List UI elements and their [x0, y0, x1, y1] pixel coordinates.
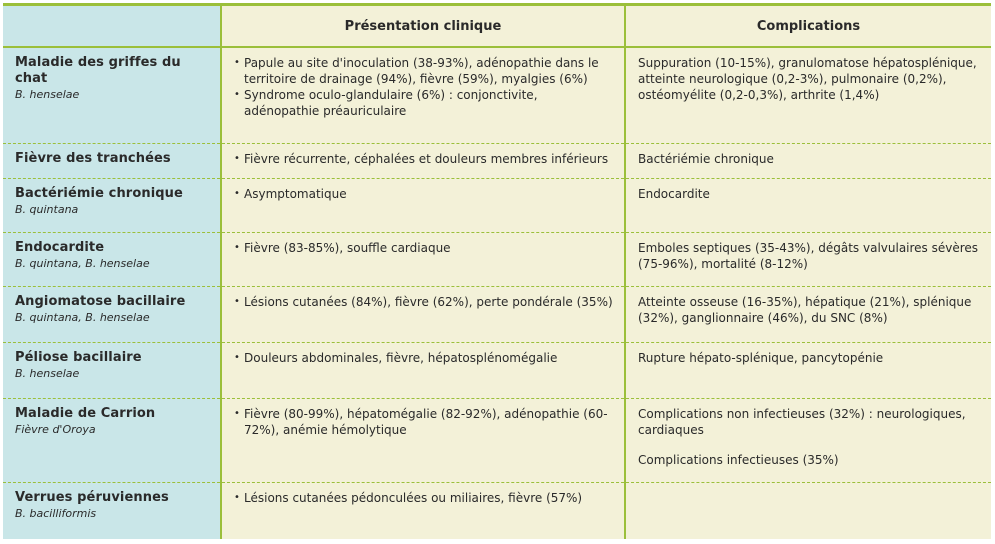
- presentation-item: • Asymptomatique: [234, 186, 614, 202]
- complication-text: Emboles septiques (35-43%), dégâts valvulaires sévères (75-96%), mortalité (8-12%): [638, 240, 979, 271]
- complications-cell: [625, 482, 991, 539]
- bartonella-table: [3, 3, 991, 539]
- complications-cell: [625, 232, 991, 286]
- table-row: [3, 398, 991, 482]
- disease-name: Péliose bacillaire: [15, 349, 142, 365]
- table-row: [3, 342, 991, 398]
- complications-cell: [625, 286, 991, 342]
- table-row: [3, 232, 991, 286]
- presentation-cell: [221, 143, 625, 178]
- presentation-list: [234, 186, 614, 202]
- presentation-list: [234, 55, 614, 119]
- presentation-item: • Fièvre (83-85%), souffle cardiaque: [234, 240, 614, 256]
- disease-cell: [3, 398, 221, 482]
- disease-agent: B. quintana, B. henselae: [15, 310, 150, 324]
- complication-text: Rupture hépato-splénique, pancytopénie: [638, 350, 884, 365]
- presentation-cell: [221, 232, 625, 286]
- table-row: [3, 482, 991, 539]
- disease-cell: [3, 47, 221, 143]
- disease-name: Verrues péruviennes: [15, 489, 169, 505]
- presentation-list: [234, 490, 614, 506]
- table-row: [3, 286, 991, 342]
- presentation-item: • Fièvre récurrente, céphalées et douleurs membres inférieurs: [234, 151, 614, 167]
- complication-text: Atteinte osseuse (16-35%), hépatique (21%), splénique (32%), ganglionnaire (46%), du SNC (8%): [638, 294, 972, 325]
- table-row: [3, 143, 991, 178]
- presentation-cell: [221, 47, 625, 143]
- header-row: [3, 6, 991, 47]
- presentation-list: [234, 240, 614, 256]
- complications-cell: [625, 342, 991, 398]
- presentation-cell: [221, 398, 625, 482]
- disease-name: Bactériémie chronique: [15, 185, 183, 201]
- complications-cell: [625, 398, 991, 482]
- presentation-item: • Douleurs abdominales, fièvre, hépatosplénomégalie: [234, 350, 614, 366]
- table-row: [3, 178, 991, 232]
- disease-agent: B. henselae: [15, 88, 80, 101]
- complications-cell: [625, 47, 991, 143]
- disease-cell: [3, 232, 221, 286]
- disease-agent: Fièvre d'Oroya: [15, 422, 96, 436]
- disease-cell: [3, 178, 221, 232]
- presentation-cell: [221, 286, 625, 342]
- disease-agent: B. quintana: [15, 202, 79, 216]
- presentation-list: [234, 294, 614, 310]
- complication-text: Suppuration (10-15%), granulomatose hépatosplénique, atteinte neurologique (0,2-3%), pulmonaire (0,2%), ostéomyélite (0,2-0,3%), arthrite (1,4%): [638, 56, 977, 102]
- header-complications: Complications: [625, 6, 991, 47]
- disease-cell: [3, 482, 221, 539]
- disease-agent: B. quintana, B. henselae: [15, 256, 150, 270]
- presentation-item: • Syndrome oculo-glandulaire (6%) : conjonctivite, adénopathie préauriculaire: [234, 87, 614, 119]
- disease-agent: B. henselae: [15, 366, 80, 380]
- presentation-cell: [221, 342, 625, 398]
- header-blank: [3, 6, 221, 47]
- presentation-list: [234, 406, 614, 438]
- disease-cell: [3, 342, 221, 398]
- complication-text: Bactériémie chronique: [638, 151, 774, 166]
- presentation-item: • Lésions cutanées pédonculées ou miliaires, fièvre (57%): [234, 490, 614, 506]
- table-body: [3, 47, 991, 539]
- presentation-item: • Lésions cutanées (84%), fièvre (62%), perte pondérale (35%): [234, 294, 614, 310]
- complication-text: Endocardite: [638, 186, 710, 201]
- disease-name: Fièvre des tranchées: [15, 150, 171, 166]
- disease-cell: [3, 286, 221, 342]
- presentation-item: • Fièvre (80-99%), hépatomégalie (82-92%), adénopathie (60-72%), anémie hémolytique: [234, 406, 614, 438]
- presentation-cell: [221, 178, 625, 232]
- disease-name: Angiomatose bacillaire: [15, 293, 186, 309]
- disease-name: Maladie des griffes du chat: [15, 55, 181, 86]
- complications-cell: [625, 178, 991, 232]
- header-presentation: Présentation clinique: [221, 6, 625, 47]
- presentation-cell: [221, 482, 625, 539]
- complications-cell: [625, 143, 991, 178]
- presentation-list: [234, 350, 614, 366]
- disease-name: Maladie de Carrion: [15, 405, 156, 421]
- spacer: [638, 438, 981, 452]
- table-row: [3, 47, 991, 143]
- disease-name: Endocardite: [15, 239, 105, 255]
- disease-cell: [3, 143, 221, 178]
- presentation-list: [234, 151, 614, 167]
- disease-agent: B. bacilliformis: [15, 506, 97, 520]
- presentation-item: • Papule au site d'inoculation (38-93%), adénopathie dans le territoire de drainage (94%), fièvre (59%), myalgies (6%): [234, 55, 614, 87]
- complication-text: Complications non infectieuses (32%) : neurologiques, cardiaques: [638, 406, 966, 437]
- complication-text: Complications infectieuses (35%): [638, 452, 839, 467]
